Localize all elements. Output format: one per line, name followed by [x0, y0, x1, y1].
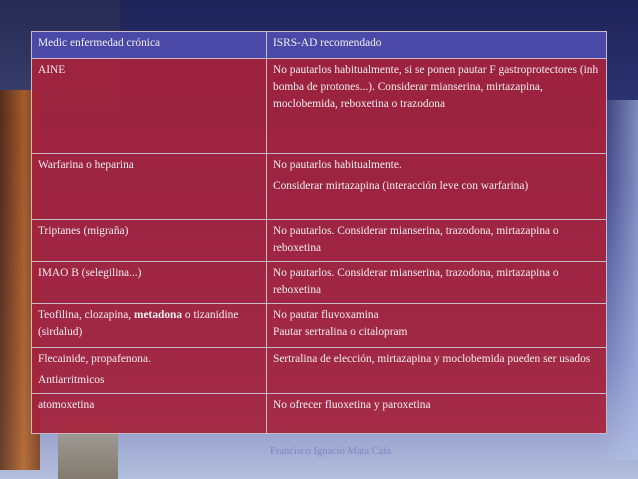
table-row [32, 394, 607, 434]
header-cell-recommendation: ISRS-AD recomendado [267, 32, 607, 59]
cell-text: Teofilina, clozapina, [38, 309, 134, 321]
table-row [32, 262, 607, 304]
cell-line: Sertralina de elección, mirtazapina y moclobemida pueden ser usados [273, 353, 591, 365]
header-cell-condition: Medic enfermedad crónica [32, 32, 267, 59]
cell-line: No pautarlos habitualmente. [273, 159, 402, 171]
cell-line: Flecainide, propafenona. [38, 353, 151, 365]
cell-line: Pautar sertralina o citalopram [273, 326, 408, 338]
recommendation-cell [267, 394, 607, 434]
cell-line: AINE [38, 64, 66, 76]
cell-text: o tizanidine (sirdalud) [38, 309, 239, 338]
recommendation-cell [267, 59, 607, 154]
condition-cell [32, 220, 267, 262]
condition-cell [32, 262, 267, 304]
cell-line: No pautarlos. Considerar mianserina, trazodona, mirtazapina o reboxetina [273, 267, 559, 296]
footer-author: Francisco Ignacio Mata Cala [270, 446, 391, 457]
recommendation-cell [267, 220, 607, 262]
cell-line: Warfarina o heparina [38, 159, 134, 171]
table-row [32, 348, 607, 394]
cell-line: No pautarlos habitualmente, si se ponen pautar F gastroprotectores (inh bomba de protones...). Considerar mianserina, mirtazapina, moclobemida, reboxetina o trazodona [273, 64, 599, 110]
cell-line: Antiarritmicos [38, 374, 105, 386]
recommendation-table [31, 31, 607, 434]
cell-line: No ofrecer fluoxetina y paroxetina [273, 399, 431, 411]
cell-line: No pautarlos. Considerar mianserina, trazodona, mirtazapina o reboxetina [273, 225, 559, 254]
table-row [32, 154, 607, 220]
condition-cell [32, 304, 267, 348]
recommendation-cell [267, 348, 607, 394]
condition-cell [32, 394, 267, 434]
recommendation-cell [267, 154, 607, 220]
table-row [32, 59, 607, 154]
recommendation-cell [267, 304, 607, 348]
cell-line: Triptanes (migraña) [38, 225, 129, 237]
condition-cell [32, 59, 267, 154]
table-row [32, 220, 607, 262]
recommendation-cell [267, 262, 607, 304]
table-header-row [32, 32, 607, 59]
cell-line: No pautar fluvoxamina [273, 309, 379, 321]
cell-line: IMAO B (selegilina...) [38, 267, 142, 279]
cell-line: Considerar mirtazapina (interacción leve con warfarina) [273, 180, 529, 192]
table-row [32, 304, 607, 348]
cell-text-bold: metadona [133, 309, 183, 321]
condition-cell [32, 154, 267, 220]
condition-cell [32, 348, 267, 394]
cell-line: atomoxetina [38, 399, 95, 411]
